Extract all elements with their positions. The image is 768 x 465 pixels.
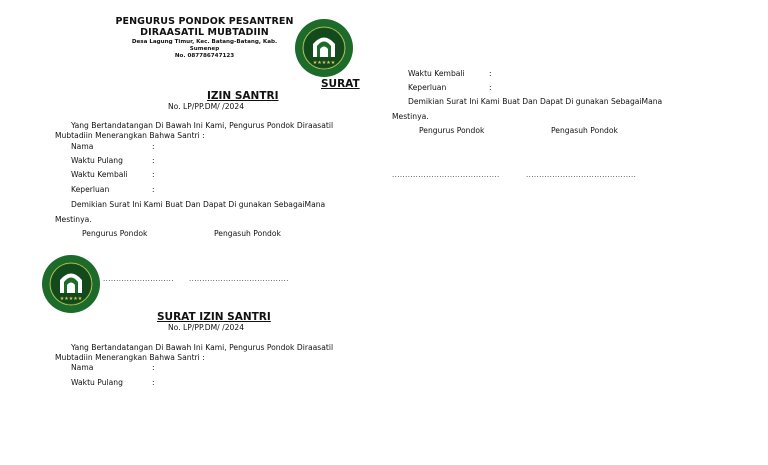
field-sep: : bbox=[489, 83, 492, 92]
right-sign-line-right: .......................................... bbox=[526, 171, 637, 179]
form1-field-nama bbox=[71, 142, 155, 151]
right-sign-pengurus: Pengurus Pondok bbox=[419, 126, 485, 135]
form1-intro-line1: Yang Bertandatangan Di Bawah Ini Kami, Pengurus Pondok Diraasatil bbox=[71, 121, 334, 130]
logo-stars: ★★★★★ bbox=[312, 60, 336, 66]
field-sep: : bbox=[152, 142, 155, 151]
form1-title-part1: SURAT bbox=[321, 78, 360, 90]
form1-field-keperluan bbox=[71, 185, 155, 194]
right-field-waktu-kembali bbox=[408, 69, 492, 78]
field-label: Waktu Kembali bbox=[408, 69, 465, 78]
logo-stars: ★★★★★ bbox=[59, 296, 83, 302]
form1-intro-line2: Mubtadiin Menerangkan Bahwa Santri : bbox=[55, 131, 205, 140]
header-phone: No. 087786747123 bbox=[174, 53, 235, 59]
field-label: Waktu Kembali bbox=[71, 170, 128, 179]
field-sep: : bbox=[152, 363, 155, 372]
right-sign-line-left: ......................................... bbox=[392, 171, 500, 179]
form2-intro-line2: Mubtadiin Menerangkan Bahwa Santri : bbox=[55, 353, 205, 362]
right-field-keperluan bbox=[408, 83, 492, 92]
form1-title-part2: IZIN SANTRI bbox=[207, 90, 279, 102]
field-label: Nama bbox=[71, 363, 94, 372]
field-sep: : bbox=[152, 156, 155, 165]
header-line-1: PENGURUS PONDOK PESANTREN bbox=[115, 16, 294, 27]
form1-number: No. LP/PP.DM/ /2024 bbox=[168, 102, 245, 111]
header-city: Sumenep bbox=[189, 46, 220, 52]
form1-sign-pengurus: Pengurus Pondok bbox=[82, 229, 148, 238]
pesantren-logo bbox=[40, 253, 102, 315]
form2-title: SURAT IZIN SANTRI bbox=[157, 311, 271, 323]
field-label: Waktu Pulang bbox=[71, 156, 123, 165]
form1-sign-pengasuh: Pengasuh Pondok bbox=[214, 229, 281, 238]
form2-field-nama bbox=[71, 363, 155, 372]
form1-closing-line2: Mestinya. bbox=[55, 215, 92, 224]
right-closing-line2: Mestinya. bbox=[392, 112, 429, 121]
field-sep: : bbox=[152, 185, 155, 194]
form1-closing-line1: Demikian Surat Ini Kami Buat Dan Dapat Di gunakan SebagaiMana bbox=[71, 200, 326, 209]
field-sep: : bbox=[152, 378, 155, 387]
form1-sign-line-right: ...................................... bbox=[189, 275, 289, 283]
form2-number: No. LP/PP.DM/ /2024 bbox=[168, 323, 245, 332]
pesantren-logo bbox=[293, 17, 355, 79]
field-sep: : bbox=[489, 69, 492, 78]
right-sign-pengasuh: Pengasuh Pondok bbox=[551, 126, 618, 135]
right-closing-line1: Demikian Surat Ini Kami Buat Dan Dapat Di gunakan SebagaiMana bbox=[408, 97, 663, 106]
form1-field-waktu-kembali bbox=[71, 170, 155, 179]
form1-field-waktu-pulang bbox=[71, 156, 155, 165]
header-address: Desa Lagung Timur, Kec. Batang-Batang, Kab. bbox=[131, 39, 278, 45]
form1-sign-line-left: ........................... bbox=[103, 275, 174, 283]
form2-field-waktu-pulang bbox=[71, 378, 155, 387]
field-label: Keperluan bbox=[408, 83, 447, 92]
field-label: Waktu Pulang bbox=[71, 378, 123, 387]
field-label: Keperluan bbox=[71, 185, 110, 194]
header-line-2: DIRAASATIL MUBTADIIN bbox=[140, 27, 269, 38]
form2-intro-line1: Yang Bertandatangan Di Bawah Ini Kami, Pengurus Pondok Diraasatil bbox=[71, 343, 334, 352]
field-label: Nama bbox=[71, 142, 94, 151]
field-sep: : bbox=[152, 170, 155, 179]
